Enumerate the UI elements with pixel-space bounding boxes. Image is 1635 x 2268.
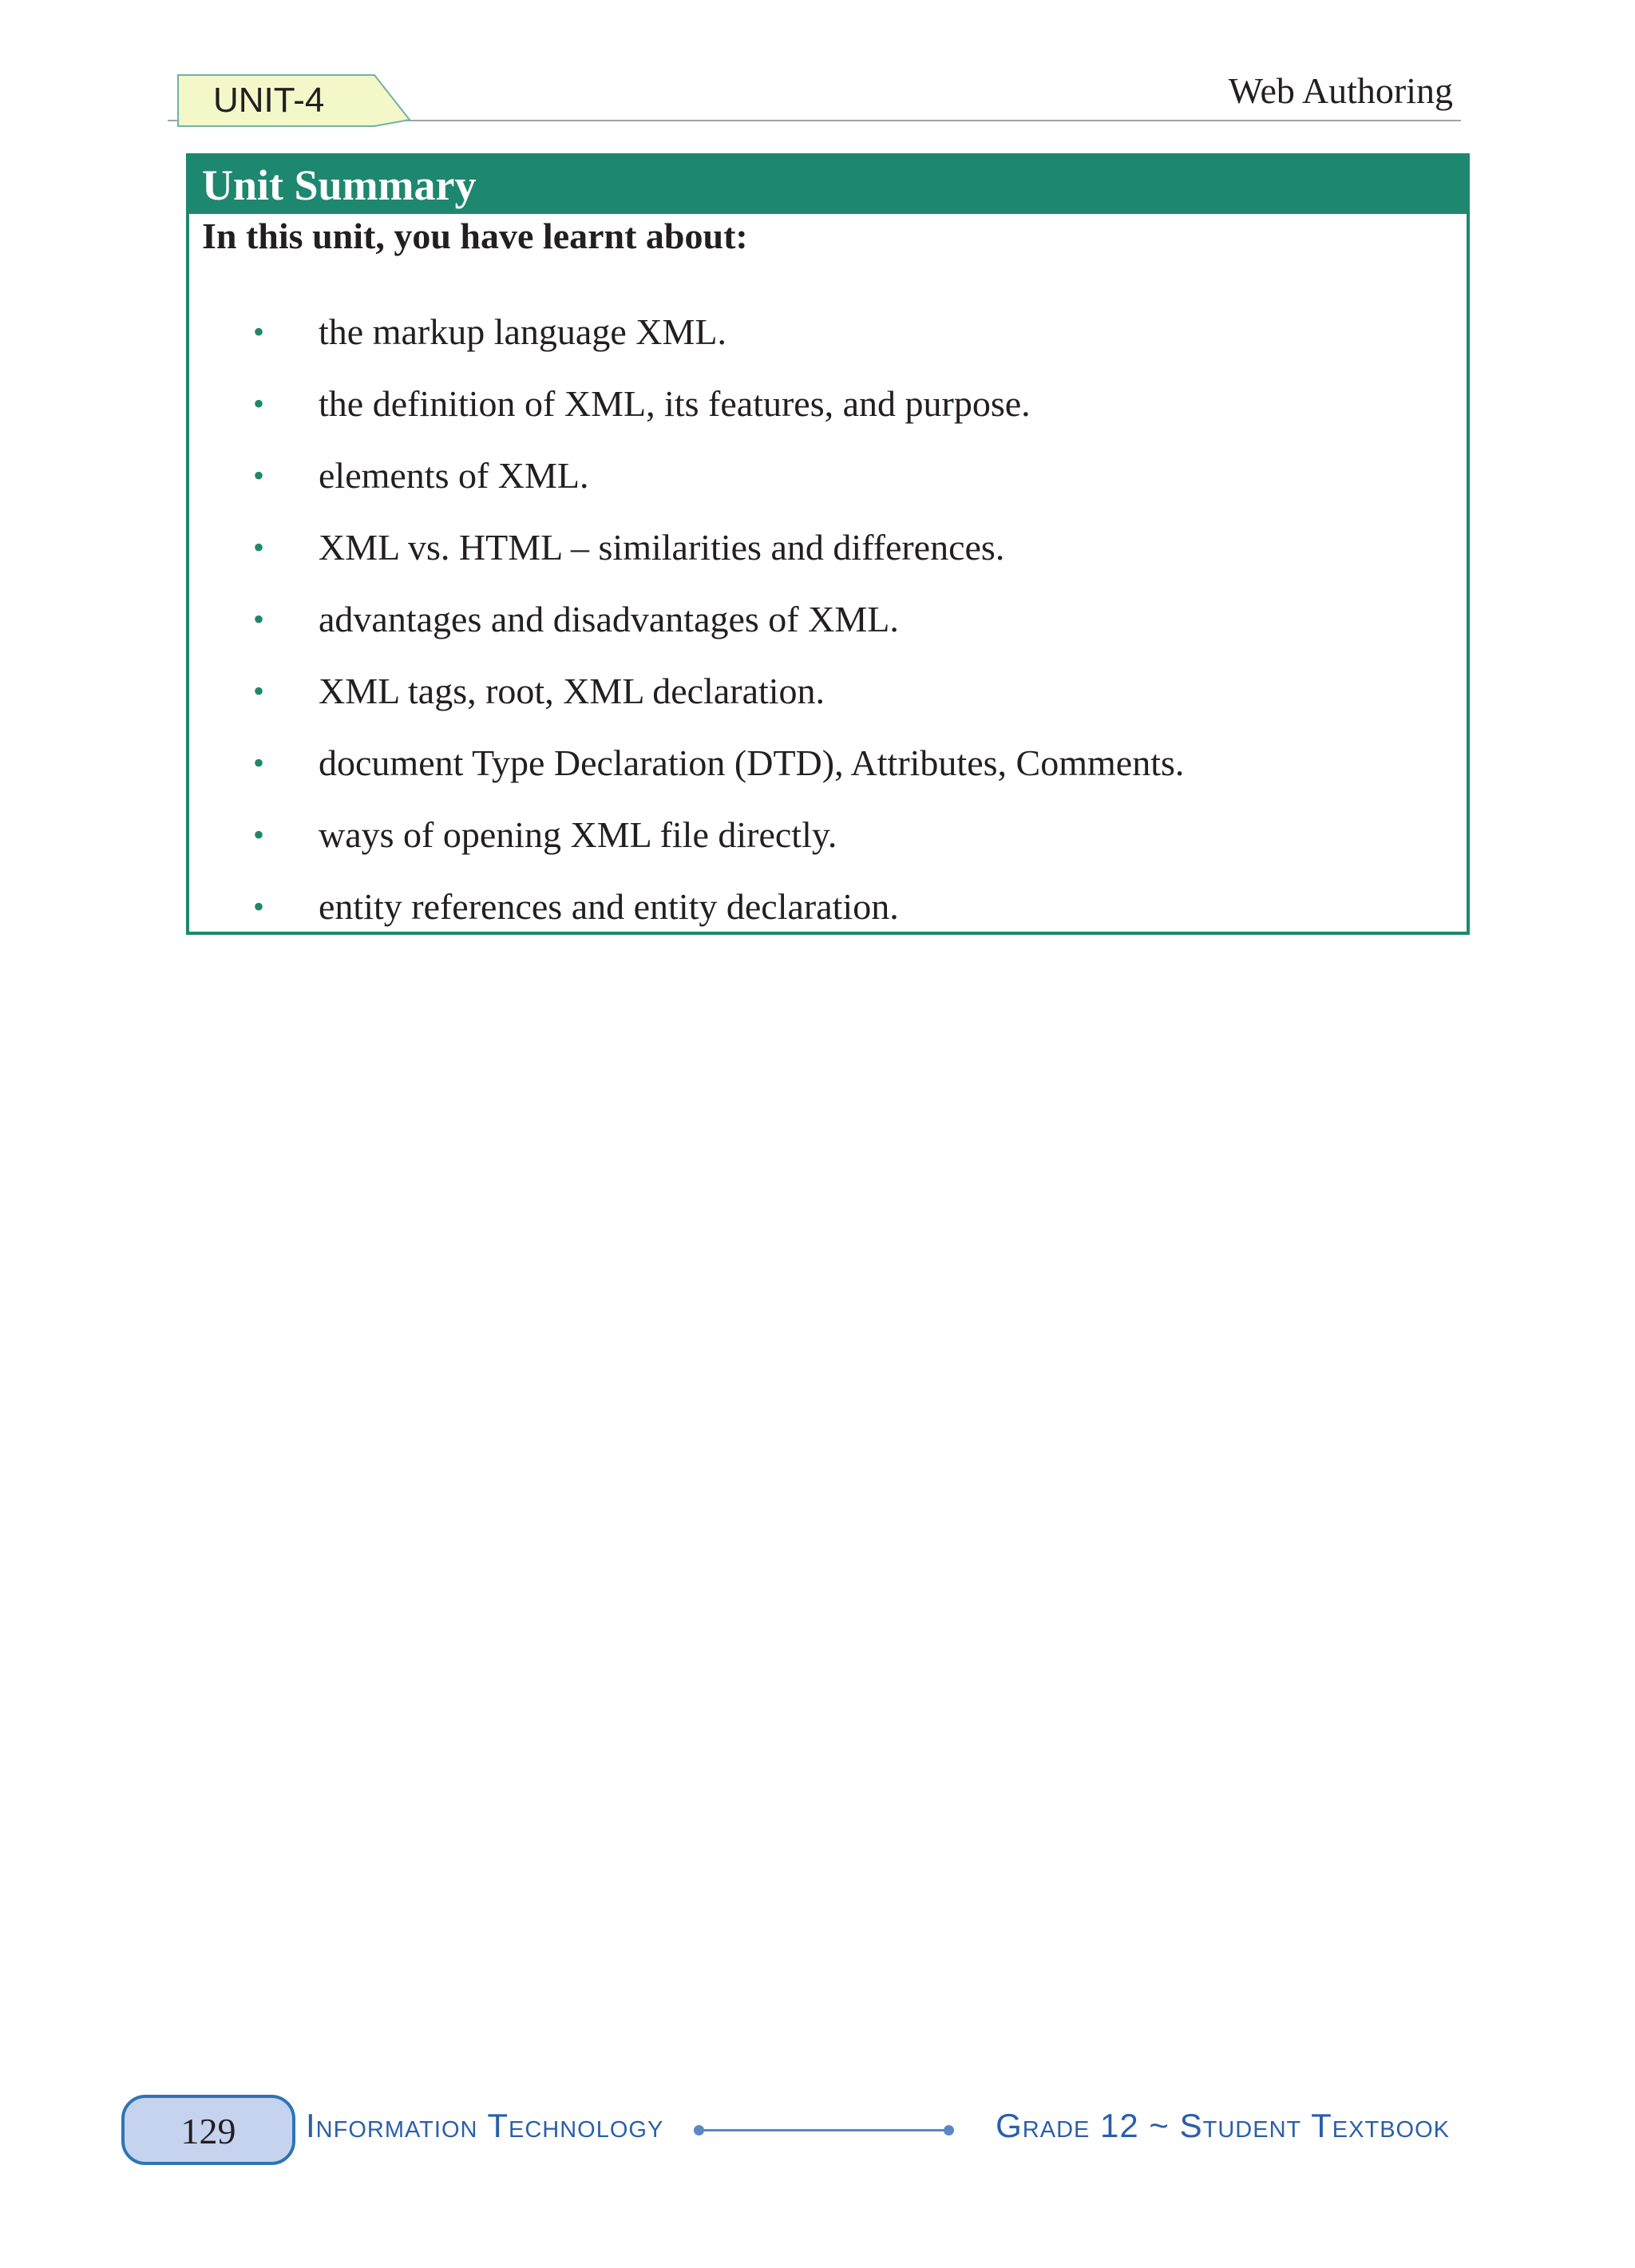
page-number: 129 — [180, 2111, 236, 2151]
list-item-text: advantages and disadvantages of XML. — [319, 599, 899, 639]
bullet-icon: • — [253, 314, 265, 350]
list-item-text: the markup language XML. — [319, 311, 726, 352]
connector-dot-icon — [694, 2125, 704, 2135]
unit-label: UNIT-4 — [213, 81, 325, 120]
connector-line — [700, 2129, 948, 2131]
bullet-icon: • — [253, 601, 265, 637]
bullet-icon: • — [253, 889, 265, 924]
bullet-icon: • — [253, 457, 265, 493]
list-item-text: ways of opening XML file directly. — [319, 814, 837, 855]
bullet-icon: • — [253, 529, 265, 565]
list-item-text: the definition of XML, its features, and purpose. — [319, 383, 1031, 424]
bullet-icon: • — [253, 673, 265, 709]
connector-dot-icon — [944, 2125, 954, 2135]
list-item-text: XML vs. HTML – similarities and differences. — [319, 527, 1005, 568]
list-item-text: elements of XML. — [319, 455, 589, 496]
bullet-icon: • — [253, 386, 265, 422]
page-number-badge — [121, 2095, 295, 2165]
unit-summary-box — [186, 153, 1470, 935]
footer-connector-line — [694, 2124, 954, 2136]
summary-header-bar — [189, 156, 1467, 214]
bullet-icon: • — [253, 817, 265, 853]
unit-tab — [176, 73, 412, 128]
running-title: Web Authoring — [1228, 70, 1453, 111]
list-item-text: entity references and entity declaration. — [319, 886, 899, 927]
summary-title: Unit Summary — [202, 161, 477, 209]
summary-intro: In this unit, you have learnt about: — [202, 216, 748, 256]
list-item-text: XML tags, root, XML declaration. — [319, 671, 825, 711]
footer-subject: Information Technology — [306, 2107, 664, 2144]
list-item-text: document Type Declaration (DTD), Attributes, Comments. — [319, 742, 1185, 783]
footer-grade: Grade 12 ~ Student Textbook — [996, 2107, 1450, 2144]
bullet-icon: • — [253, 745, 265, 781]
